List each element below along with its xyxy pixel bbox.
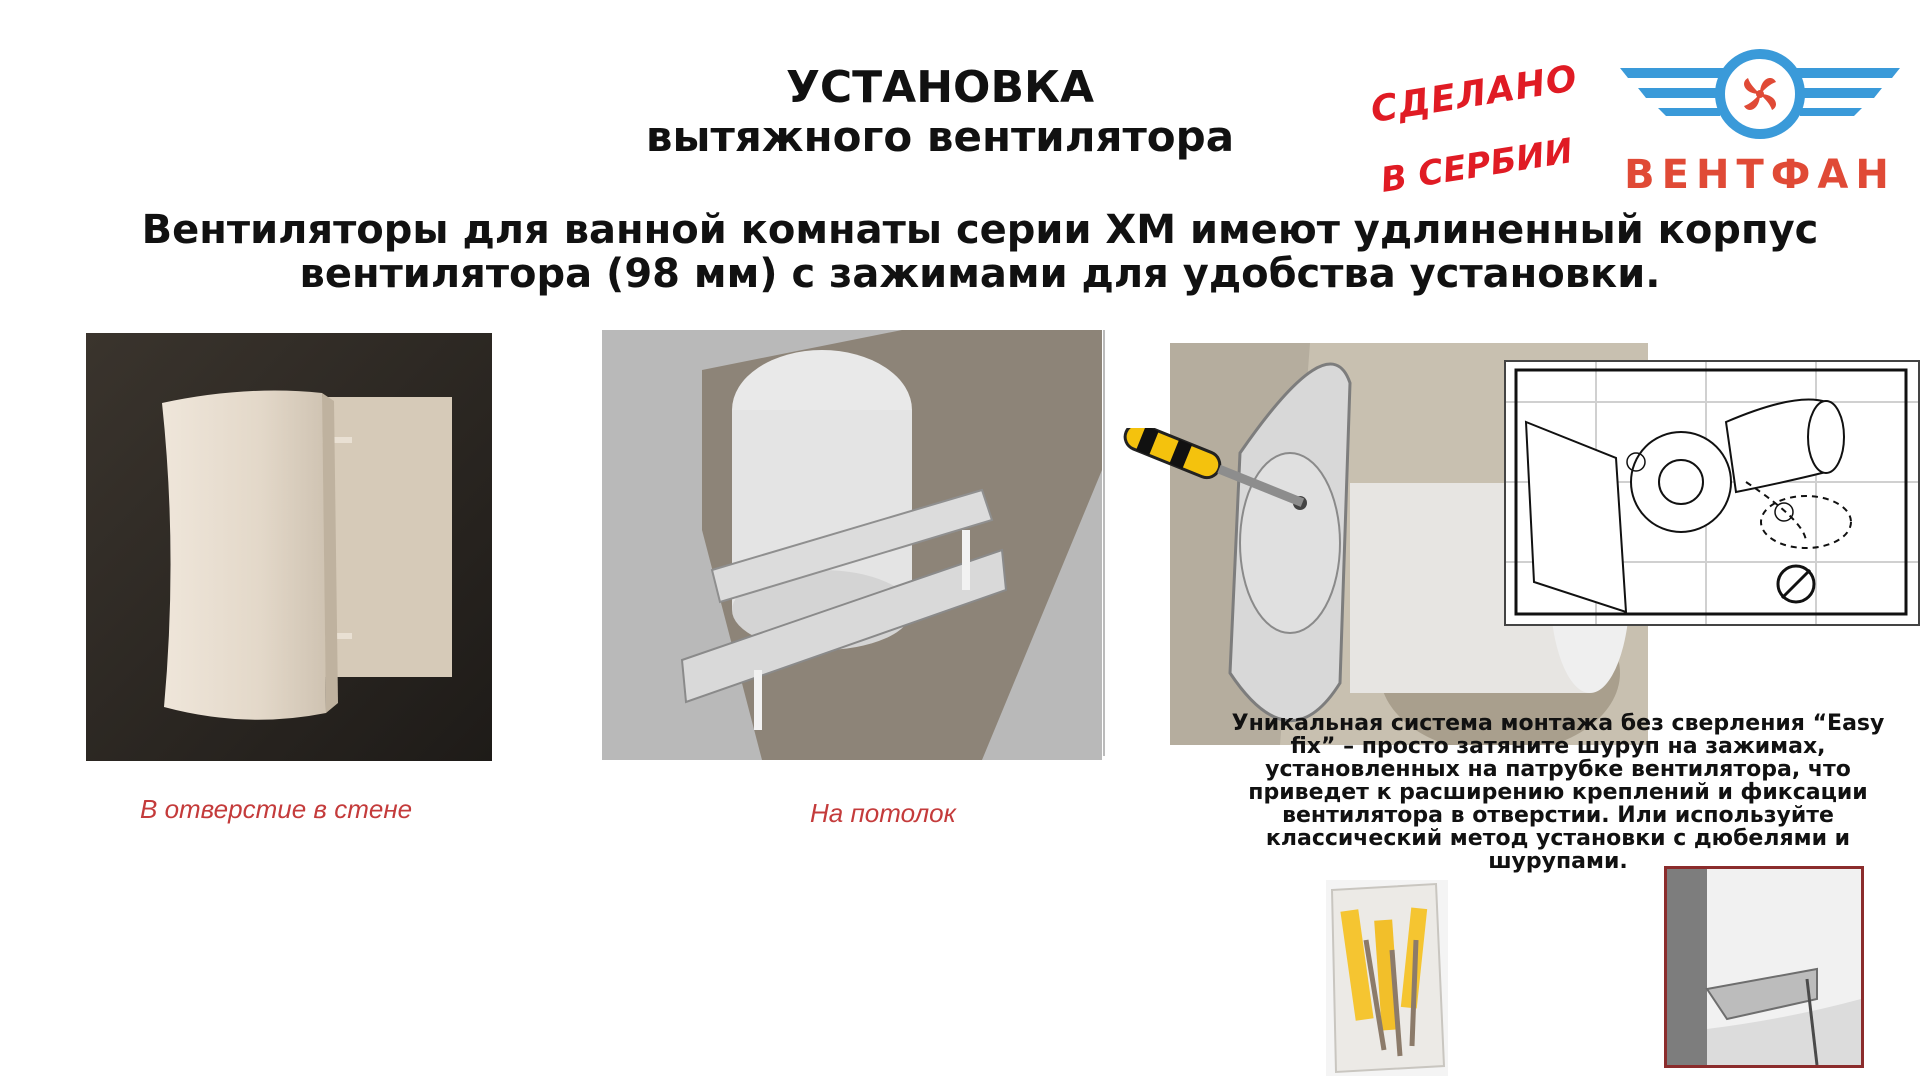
caption-ceiling: На потолок <box>810 798 956 828</box>
screwdriver-icon <box>1118 428 1338 538</box>
caption-wall: В отверстие в стене <box>140 794 413 824</box>
stamp-line-1: СДЕЛАНО <box>1368 57 1581 132</box>
page-title: УСТАНОВКА <box>785 62 1095 113</box>
easy-fix-description: Уникальная система монтажа без сверления “Easy fix” – просто затяните шуруп на зажимах, установленных на патрубке вентилятора, что приведет к расширению креплений и фиксации вентилятора в отверстии. Или используйте классический метод установки с дюбелями и шурупами. <box>1231 711 1885 874</box>
intro-line-2: вентилятора (98 мм) с зажимами для удобства установки. <box>299 251 1661 297</box>
page-subtitle: вытяжного вентилятора <box>645 112 1235 161</box>
logo-text: ВЕНТФАН <box>1624 152 1896 198</box>
ventfan-logo <box>1610 44 1910 204</box>
intro-line-1: Вентиляторы для ванной комнаты серии XM имеют удлиненный корпус <box>141 207 1819 253</box>
logo-emblem <box>1610 44 1910 154</box>
wall-install-photo <box>86 333 492 761</box>
photo-divider <box>1103 330 1160 756</box>
made-in-serbia-stamp <box>1370 54 1590 204</box>
dowels-pack-photo <box>1326 880 1448 1076</box>
clamp-closeup-photo <box>1664 866 1864 1068</box>
intro-text <box>60 208 1900 296</box>
installation-diagram <box>1504 360 1920 626</box>
stamp-line-2: В СЕРБИИ <box>1378 131 1576 201</box>
ceiling-install-photo <box>602 330 1102 760</box>
